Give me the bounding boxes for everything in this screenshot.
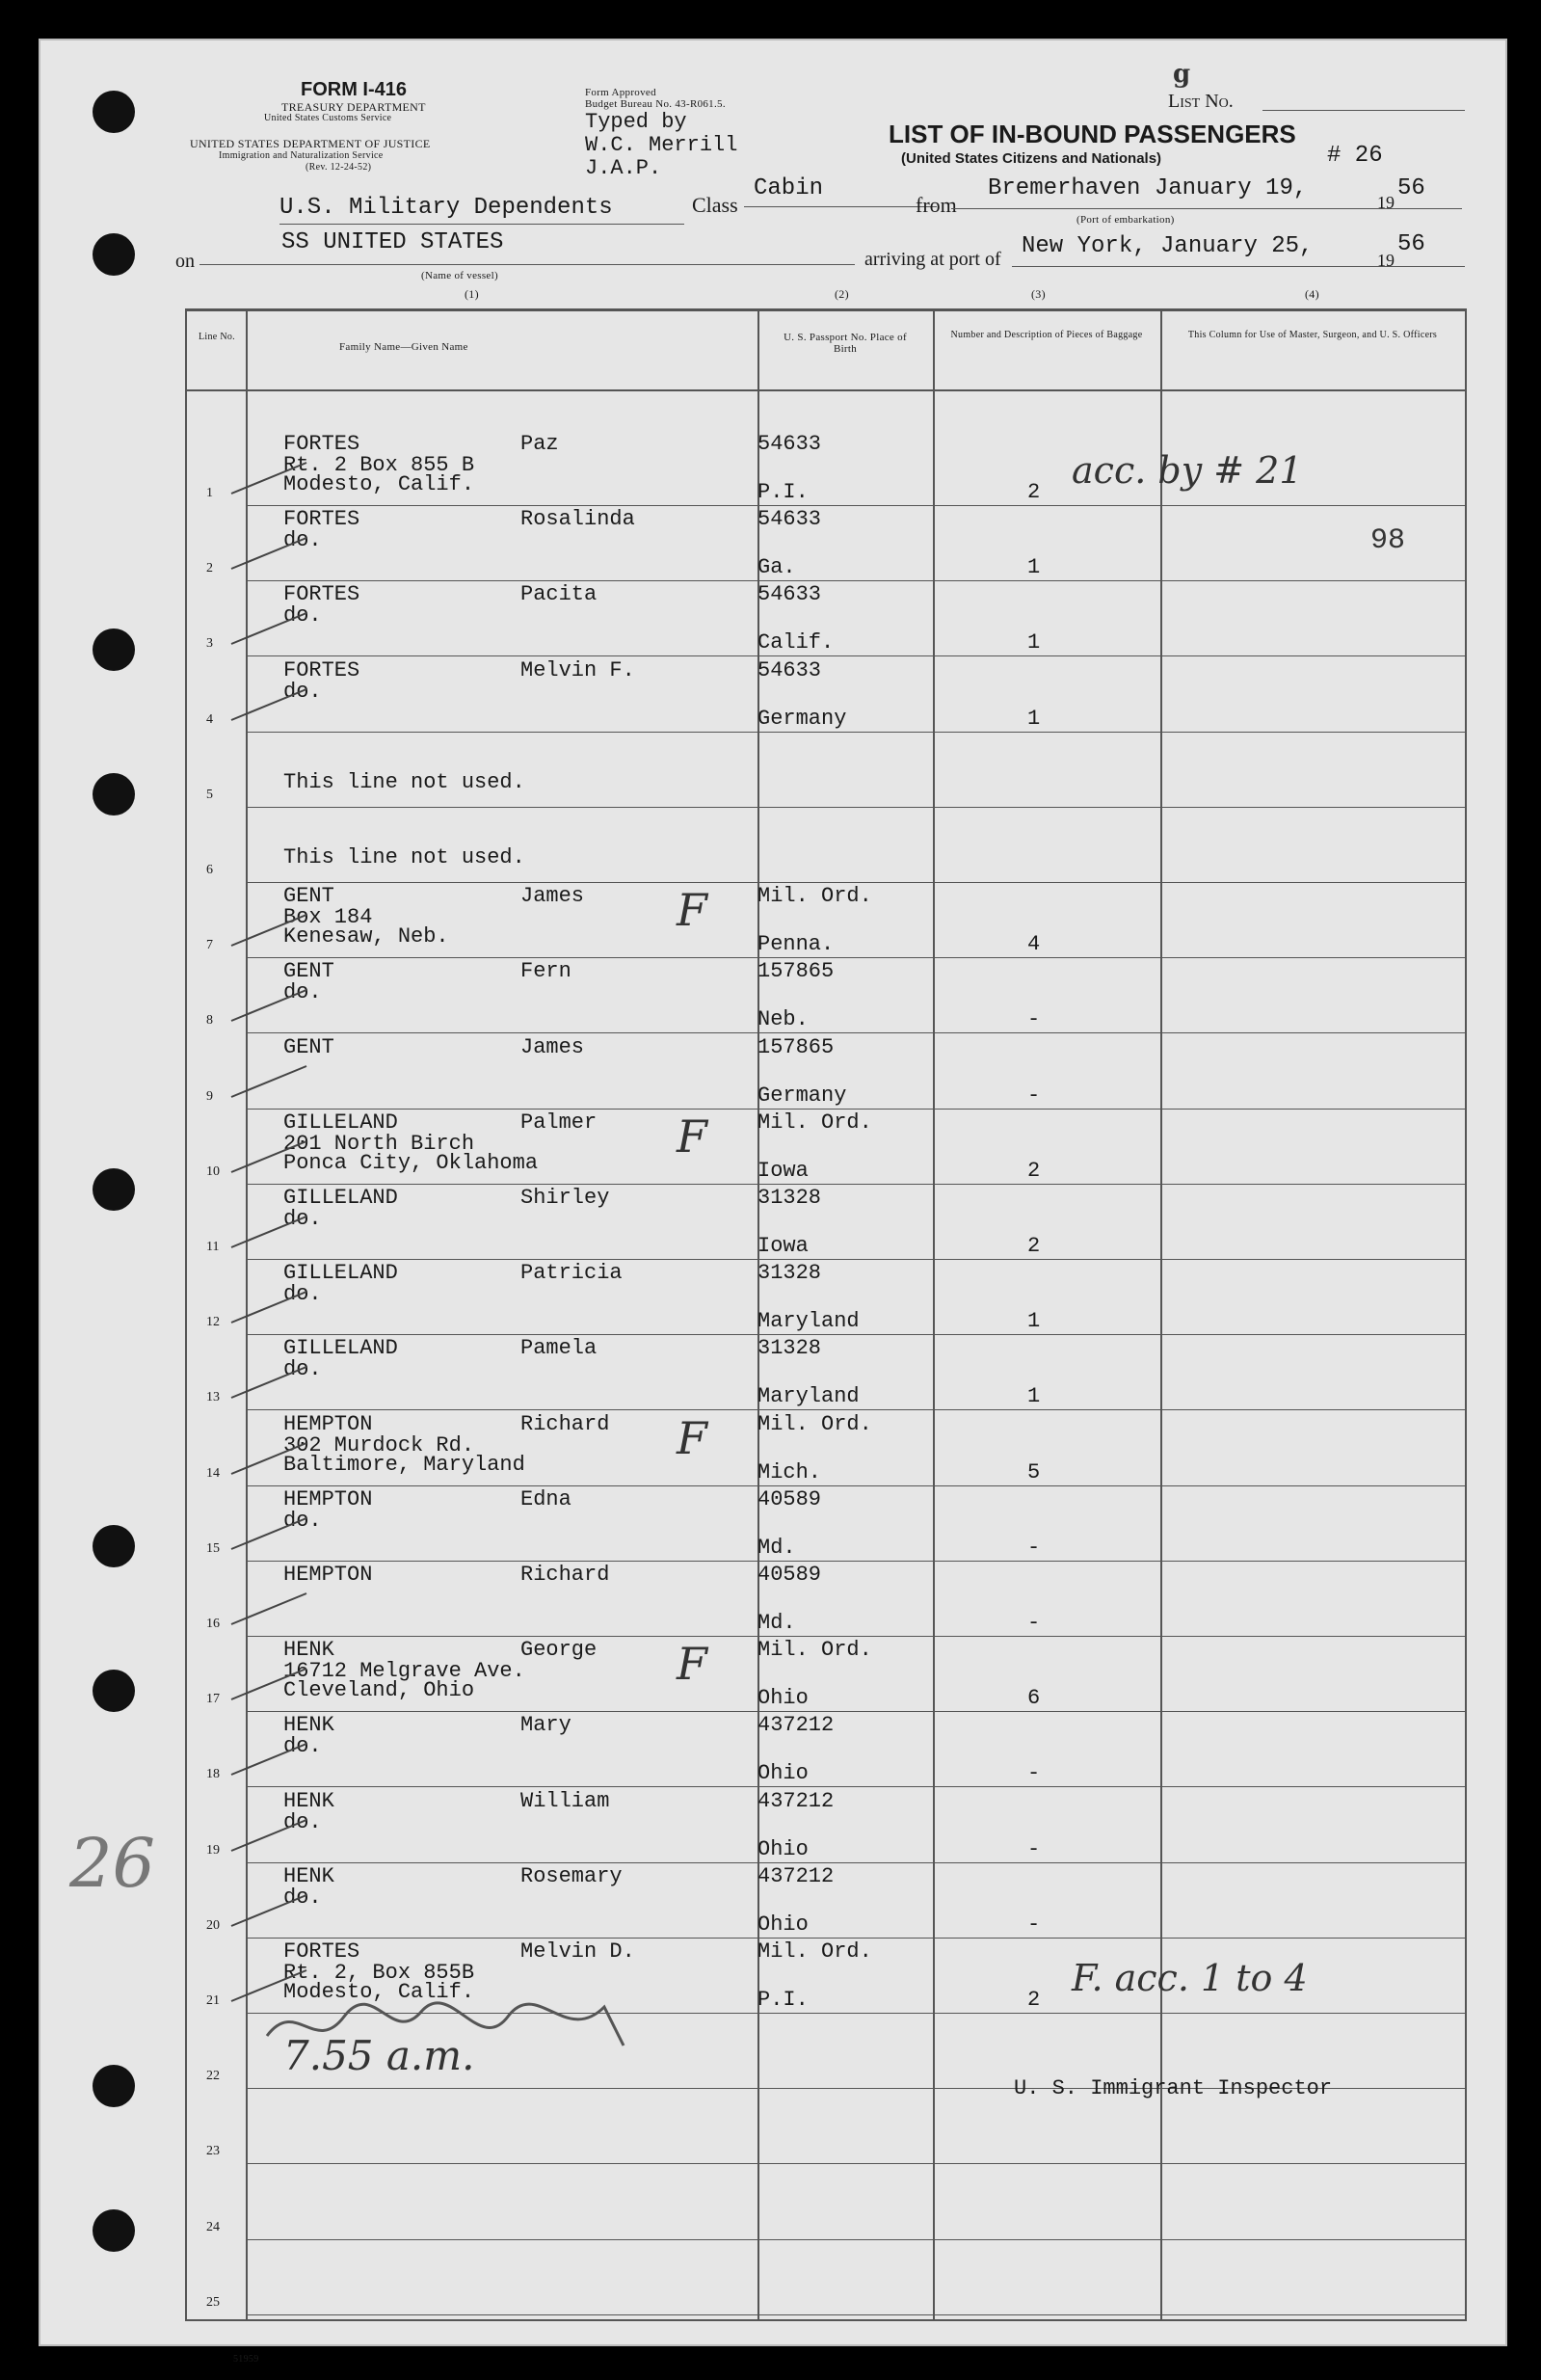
checkmark-icon (229, 1514, 316, 1553)
family-name: HENK (283, 1713, 334, 1738)
checkmark-icon (229, 1590, 316, 1628)
line-number: 19 (206, 1842, 220, 1858)
given-name: Rosalinda (520, 507, 635, 532)
list-number-label: List No. (1168, 91, 1234, 112)
family-name: GILLELAND (283, 1261, 398, 1286)
line-number: 10 (206, 1163, 220, 1179)
table-row (40, 1561, 1505, 1638)
officer-note: F. acc. 1 to 4 (1072, 1957, 1308, 1999)
baggage-count: 1 (1027, 555, 1041, 580)
checkmark-icon (229, 1062, 316, 1101)
passenger-group: U.S. Military Dependents (279, 195, 613, 221)
address-line-1: 201 North Birch (283, 1131, 475, 1156)
line-number: 21 (206, 1993, 220, 2008)
port-of-embarkation: Bremerhaven January 19, (988, 175, 1308, 201)
passport-number: 437212 (757, 1788, 835, 1813)
table-row (40, 1711, 1505, 1788)
address-line-2: Baltimore, Maryland (283, 1452, 525, 1477)
inspector-title: U. S. Immigrant Inspector (1014, 2076, 1333, 2100)
checkmark-icon (229, 1740, 316, 1778)
family-name: FORTES (283, 582, 360, 607)
given-name: Melvin D. (520, 1939, 635, 1964)
passport-number: Mil. Ord. (757, 1411, 872, 1436)
address-line-1: do. (283, 679, 322, 704)
checkmark-icon (229, 1816, 316, 1855)
column-2-number: (2) (835, 287, 849, 301)
line-number: 2 (206, 561, 213, 576)
officer-note: F (677, 1638, 707, 1691)
punch-hole (93, 233, 135, 276)
table-row (40, 1334, 1505, 1411)
baggage-count: 1 (1027, 1384, 1041, 1409)
customs-service: United States Customs Service (264, 113, 392, 123)
passport-number: 54633 (757, 582, 822, 607)
family-name: FORTES (283, 432, 360, 456)
given-name: James (520, 1034, 585, 1059)
justice-dept: UNITED STATES DEPARTMENT OF JUSTICE (190, 137, 431, 150)
passport-number: 54633 (757, 507, 822, 532)
baggage-count: 4 (1027, 932, 1041, 957)
address-line-1: do. (283, 1734, 322, 1759)
punch-hole (93, 91, 135, 133)
family-name: HEMPTON (283, 1486, 373, 1511)
margin-note: 26 (69, 1824, 156, 1903)
given-name: Shirley (520, 1186, 610, 1210)
table-row (40, 505, 1505, 582)
ins-service: Immigration and Naturalization Service (219, 150, 384, 161)
from-label: from (916, 193, 957, 217)
passport-number: 40589 (757, 1563, 822, 1587)
table-row (40, 1485, 1505, 1563)
address-line-1: do. (283, 528, 322, 553)
family-name: HEMPTON (283, 1563, 373, 1587)
address-line-1: do. (283, 1508, 322, 1533)
given-name: Rosemary (520, 1863, 623, 1888)
unused-line-text: This line not used. (283, 769, 525, 794)
passport-number: 40589 (757, 1486, 822, 1511)
officer-note: F (677, 1411, 707, 1464)
on-label: on (175, 251, 195, 272)
passport-number: Mil. Ord. (757, 1638, 872, 1663)
baggage-count: - (1027, 1912, 1041, 1937)
address-line-2: Modesto, Calif. (283, 1980, 475, 2004)
place-of-birth: Ohio (757, 1912, 809, 1937)
handwritten-time: 7.55 a.m. (283, 2032, 475, 2080)
arrival-year: 56 (1397, 231, 1425, 257)
baggage-count: 2 (1027, 1158, 1041, 1183)
baggage-count: - (1027, 1535, 1041, 1560)
column-1-number: (1) (465, 287, 479, 301)
family-name: GENT (283, 1034, 334, 1059)
address-line-1: 16712 Melgrave Ave. (283, 1659, 525, 1684)
table-row (40, 1787, 1505, 1864)
baggage-count: - (1027, 1761, 1041, 1786)
table-row (40, 2239, 1505, 2316)
baggage-count: 1 (1027, 706, 1041, 731)
passport-number: 31328 (757, 1336, 822, 1361)
vessel-caption: (Name of vessel) (421, 270, 498, 281)
address-line-1: do. (283, 1282, 322, 1307)
row-divider (246, 2314, 1465, 2315)
given-name: Fern (520, 959, 571, 984)
passport-number: 437212 (757, 1713, 835, 1738)
given-name: Palmer (520, 1110, 598, 1135)
place-of-birth: Iowa (757, 1234, 809, 1258)
family-name: HEMPTON (283, 1411, 373, 1436)
table-row (40, 580, 1505, 657)
place-of-birth: Ohio (757, 1836, 809, 1861)
family-name: HENK (283, 1863, 334, 1888)
given-name: Paz (520, 432, 559, 456)
line-number: 13 (206, 1390, 220, 1405)
vessel-name: SS UNITED STATES (281, 229, 504, 255)
arrival-year-prefix: 19 (1377, 251, 1395, 270)
given-name: Pamela (520, 1336, 598, 1361)
address-line-2: Modesto, Calif. (283, 472, 475, 496)
place-of-birth: Ohio (757, 1686, 809, 1711)
passport-number: Mil. Ord. (757, 1110, 872, 1135)
baggage-count: 1 (1027, 1309, 1041, 1334)
form-sheet (39, 39, 1507, 2365)
checkmark-icon (229, 685, 316, 724)
line-number: 25 (206, 2294, 220, 2310)
from-year-prefix: 19 (1377, 193, 1395, 212)
checkmark-icon (229, 1891, 316, 1930)
header-baggage: Number and Description of Pieces of Baggage (950, 330, 1143, 340)
address-line-1: do. (283, 1885, 322, 1910)
place-of-birth: Maryland (757, 1309, 860, 1334)
line-number: 5 (206, 787, 213, 802)
officer-note: 98 (1370, 524, 1406, 558)
baggage-count: 6 (1027, 1686, 1041, 1711)
passport-number: 31328 (757, 1186, 822, 1210)
place-of-birth: Germany (757, 706, 847, 731)
given-name: Patricia (520, 1261, 623, 1286)
given-name: William (520, 1788, 610, 1813)
place-of-birth: Md. (757, 1535, 796, 1560)
class-label: Class (692, 193, 738, 217)
list-sequence-number: # 26 (1327, 143, 1383, 169)
table-row (40, 957, 1505, 1034)
class-value: Cabin (754, 175, 824, 201)
revision-date: (Rev. 12-24-52) (306, 162, 372, 173)
passport-number: 54633 (757, 432, 822, 456)
line-number: 20 (206, 1917, 220, 1933)
place-of-birth: Calif. (757, 630, 835, 655)
passport-number: 54633 (757, 657, 822, 682)
line-number: 18 (206, 1767, 220, 1782)
place-of-birth: Md. (757, 1611, 796, 1635)
place-of-birth: Neb. (757, 1007, 809, 1032)
family-name: FORTES (283, 507, 360, 532)
address-line-1: do. (283, 603, 322, 628)
address-line-1: do. (283, 980, 322, 1005)
table-row (40, 1033, 1505, 1110)
header-name: Family Name—Given Name (339, 341, 468, 353)
passport-number: 157865 (757, 959, 835, 984)
list-number-value: g (1173, 60, 1191, 89)
place-of-birth: P.I. (757, 480, 809, 504)
header-line-no: Line No. (199, 332, 235, 342)
form-approved: Form Approved (585, 87, 656, 98)
given-name: Richard (520, 1563, 610, 1587)
address-line-2: Ponca City, Oklahoma (283, 1150, 539, 1175)
line-number: 12 (206, 1315, 220, 1330)
given-name: Mary (520, 1713, 571, 1738)
family-name: GILLELAND (283, 1110, 398, 1135)
family-name: FORTES (283, 657, 360, 682)
header-officers: This Column for Use of Master, Surgeon, and U. S. Officers (1187, 330, 1438, 340)
place-of-birth: P.I. (757, 1988, 809, 2012)
table-row (40, 430, 1505, 507)
passport-number: 157865 (757, 1034, 835, 1059)
form-code: 51959 (233, 2354, 259, 2365)
family-name: GILLELAND (283, 1186, 398, 1210)
address-line-1: Rt. 2, Box 855B (283, 1961, 475, 1985)
baggage-count: - (1027, 1836, 1041, 1861)
given-name: James (520, 884, 585, 909)
table-row (40, 1862, 1505, 1939)
address-line-1: do. (283, 1207, 322, 1231)
family-name: HENK (283, 1638, 334, 1663)
typist-initials: J.A.P. (585, 156, 662, 180)
line-number: 4 (206, 711, 213, 727)
line-number: 22 (206, 2069, 220, 2084)
family-name: FORTES (283, 1939, 360, 1964)
line-number: 24 (206, 2219, 220, 2234)
checkmark-icon (229, 1213, 316, 1251)
typed-by: Typed by (585, 110, 687, 134)
from-year: 56 (1397, 175, 1425, 201)
family-name: GENT (283, 959, 334, 984)
given-name: Pacita (520, 582, 598, 607)
address-line-2: Kenesaw, Neb. (283, 924, 449, 949)
line-number: 11 (206, 1240, 220, 1254)
baggage-count: 2 (1027, 1234, 1041, 1258)
unused-line-text: This line not used. (283, 845, 525, 869)
line-number: 7 (206, 938, 213, 953)
given-name: Edna (520, 1486, 571, 1511)
given-name: Melvin F. (520, 657, 635, 682)
family-name: GILLELAND (283, 1336, 398, 1361)
passport-number: Mil. Ord. (757, 1939, 872, 1964)
family-name: HENK (283, 1788, 334, 1813)
baggage-count: 5 (1027, 1459, 1041, 1484)
line-number: 3 (206, 636, 213, 652)
given-name: George (520, 1638, 598, 1663)
line-number: 9 (206, 1088, 213, 1104)
baggage-count: 1 (1027, 630, 1041, 655)
line-number: 15 (206, 1540, 220, 1556)
line-number: 23 (206, 2144, 220, 2159)
table-row (40, 732, 1505, 809)
checkmark-icon (229, 1363, 316, 1402)
table-row (40, 1636, 1505, 1713)
line-number: 8 (206, 1013, 213, 1029)
baggage-count: 2 (1027, 1988, 1041, 2012)
table-row (40, 807, 1505, 884)
table-row (40, 882, 1505, 959)
officer-note: acc. by # 21 (1072, 449, 1303, 492)
passport-number: 437212 (757, 1863, 835, 1888)
form-number: FORM I-416 (301, 79, 408, 100)
table-row (40, 2164, 1505, 2241)
checkmark-icon (229, 534, 316, 573)
table-row (40, 656, 1505, 734)
column-4-number: (4) (1305, 287, 1319, 301)
line-number: 1 (206, 486, 213, 500)
baggage-count: - (1027, 1007, 1041, 1032)
place-of-birth: Maryland (757, 1384, 860, 1409)
address-line-1: Box 184 (283, 905, 373, 930)
address-line-2: Cleveland, Ohio (283, 1678, 475, 1703)
checkmark-icon (229, 911, 316, 949)
column-3-number: (3) (1031, 287, 1046, 301)
signature (257, 1988, 643, 2076)
family-name: GENT (283, 884, 334, 909)
place-of-birth: Mich. (757, 1459, 822, 1484)
port-of-arrival: New York, January 25, (1022, 233, 1314, 259)
officer-note: F (677, 1110, 707, 1163)
address-line-1: 302 Murdock Rd. (283, 1432, 475, 1457)
port-embarkation-caption: (Port of embarkation) (1076, 214, 1175, 226)
header-passport: U. S. Passport No. Place of Birth (784, 332, 907, 355)
line-number: 14 (206, 1465, 220, 1481)
table-row (40, 1109, 1505, 1186)
passport-number: Mil. Ord. (757, 884, 872, 909)
checkmark-icon (229, 1137, 316, 1176)
typist-name: W.C. Merrill (585, 133, 738, 157)
treasury-dept: TREASURY DEPARTMENT (281, 100, 426, 114)
given-name: Richard (520, 1411, 610, 1436)
checkmark-icon (229, 986, 316, 1025)
baggage-count: - (1027, 1083, 1041, 1108)
place-of-birth: Iowa (757, 1158, 809, 1183)
table-row (40, 1259, 1505, 1336)
address-line-1: do. (283, 1357, 322, 1382)
checkmark-icon (229, 1288, 316, 1326)
passport-number: 31328 (757, 1261, 822, 1286)
baggage-count: 2 (1027, 480, 1041, 504)
line-number: 6 (206, 863, 213, 877)
baggage-count: - (1027, 1611, 1041, 1635)
address-line-1: Rt. 2 Box 855 B (283, 453, 475, 477)
line-number: 16 (206, 1617, 220, 1631)
address-line-1: do. (283, 1809, 322, 1834)
place-of-birth: Penna. (757, 932, 835, 957)
checkmark-icon (229, 609, 316, 648)
officer-note: F (677, 884, 707, 937)
place-of-birth: Germany (757, 1083, 847, 1108)
document-subtitle: (United States Citizens and Nationals) (901, 150, 1162, 167)
budget-bureau: Budget Bureau No. 43-R061.5. (585, 98, 726, 110)
arriving-label: arriving at port of (864, 249, 1001, 270)
place-of-birth: Ohio (757, 1761, 809, 1786)
document-title: LIST OF IN-BOUND PASSENGERS (889, 120, 1296, 148)
checkmark-icon (229, 1439, 316, 1478)
checkmark-icon (229, 459, 316, 497)
table-row (40, 1184, 1505, 1261)
line-number: 17 (206, 1692, 220, 1707)
place-of-birth: Ga. (757, 555, 796, 580)
table-row (40, 1410, 1505, 1487)
checkmark-icon (229, 1665, 316, 1703)
